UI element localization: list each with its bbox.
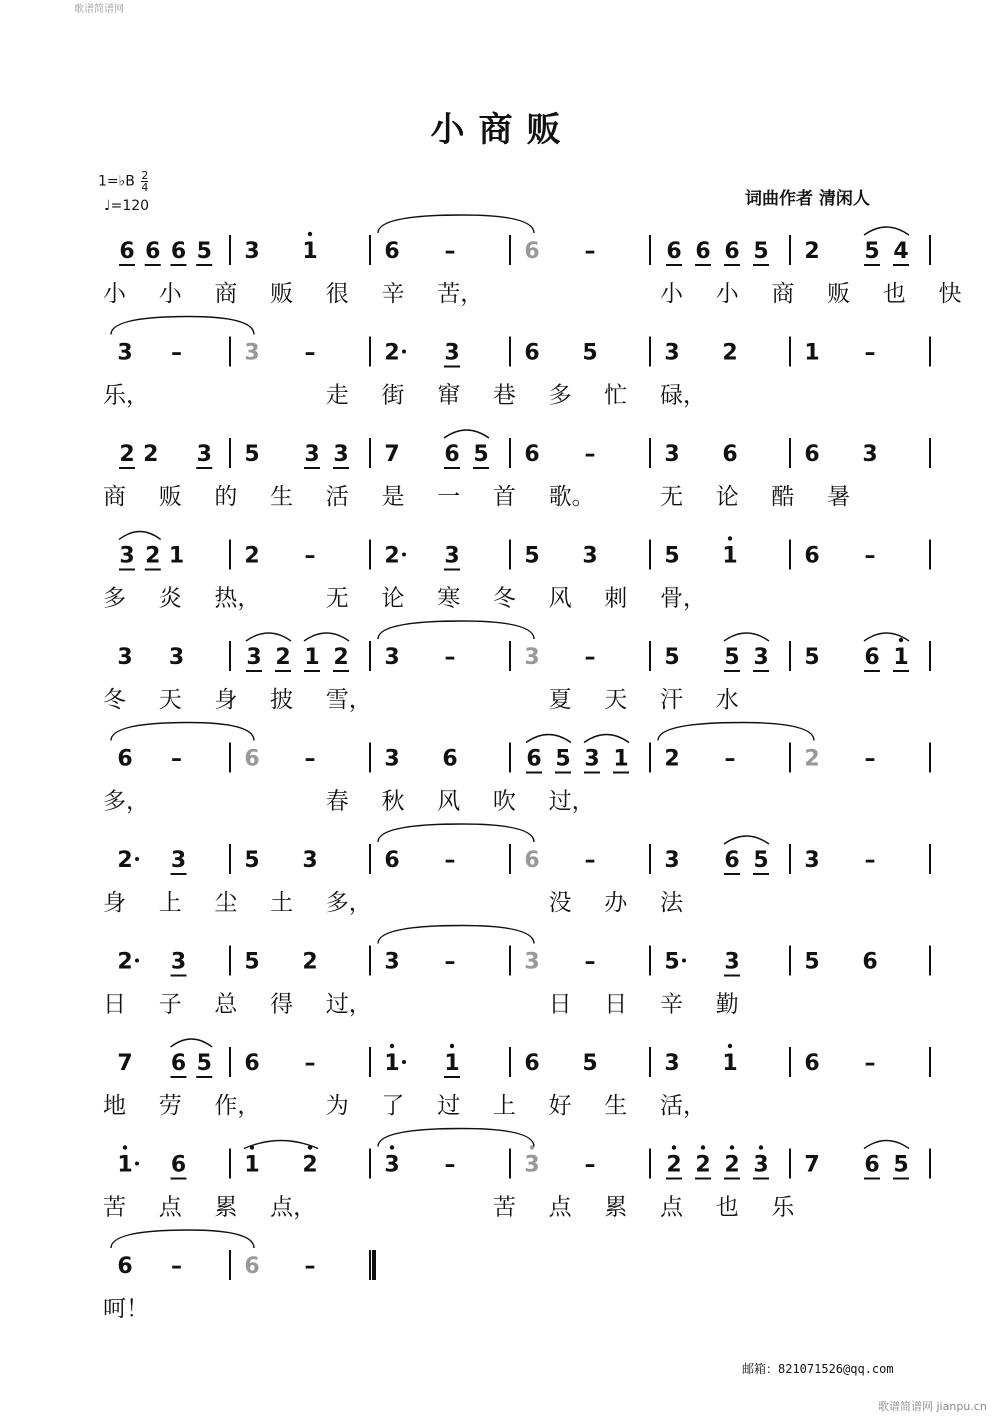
note-digit: – (724, 746, 736, 772)
note-digit: 1 (893, 645, 909, 670)
lyric-char: 首 (492, 484, 516, 510)
lyric-char: 多 (548, 382, 572, 409)
note-digit: 6 (524, 239, 540, 264)
lyric-char: 贩 (827, 281, 851, 307)
lyric-char: 过 (437, 1093, 461, 1119)
high-octave-dot (672, 1145, 676, 1149)
note-digit: – (864, 746, 876, 772)
note-digit: 5 (753, 848, 769, 873)
note-digit: 6 (864, 645, 880, 670)
note-digit: 3 (862, 442, 878, 467)
lyric-char: 骨， (660, 585, 706, 612)
note-digit: 6 (526, 746, 542, 772)
lyric-char: 劳 (158, 1093, 182, 1119)
lyric-char: 歌。 (548, 484, 595, 510)
note-digit: 6 (244, 1051, 260, 1076)
note-digit: 2 (724, 1152, 740, 1178)
note-digit: 6 (444, 442, 460, 467)
lyric-char: 作， (214, 1093, 261, 1119)
lyric-char: 无 (660, 484, 683, 510)
note-digit: 2 (145, 543, 161, 569)
note-digit: 5 (196, 239, 212, 264)
quarter-note-icon: ♩ (104, 198, 111, 214)
note-digit: 5 (664, 645, 680, 670)
note-digit: – (304, 340, 316, 366)
note-digit: 6 (244, 1254, 260, 1279)
note-digit: 3 (246, 645, 262, 670)
lyric-char: 一 (437, 484, 461, 510)
note-digit: 3 (384, 746, 400, 772)
lyric-char: 披 (270, 687, 294, 713)
note-digit: – (304, 746, 316, 772)
note-digit: 5 (555, 746, 571, 772)
note-digit: – (584, 949, 596, 975)
lyric-char: 辛 (660, 991, 683, 1018)
lyric-char: 辛 (381, 281, 405, 307)
key-signature: 1=♭B (98, 173, 135, 190)
lyric-char: 吹 (492, 788, 516, 815)
note-digit: 2 (275, 645, 291, 670)
note-digit: 2 (722, 340, 738, 366)
lyric-char: 很 (325, 281, 349, 307)
slur-arc (864, 1141, 909, 1149)
note-digit: 6 (695, 239, 711, 264)
note-digit: 6 (864, 1152, 880, 1178)
note-digit: 2 (384, 340, 400, 366)
note-digit: 5 (753, 239, 769, 264)
slur-arc (724, 633, 769, 641)
lyric-char: 过， (325, 991, 372, 1018)
note-digit: 1 (384, 1051, 400, 1076)
note-digit: – (864, 848, 876, 873)
lyric-char: 商 (214, 281, 238, 307)
note-digit: 3 (444, 340, 460, 366)
lyric-char: 土 (270, 890, 294, 916)
top-mark: 歌谱简谱网 (74, 4, 124, 15)
lyric-char: 刺 (604, 585, 628, 612)
note-digit: 5 (244, 442, 260, 467)
augmentation-dot (402, 553, 406, 557)
lyric-char: 上 (492, 1093, 516, 1119)
note-digit: 3 (119, 543, 135, 569)
note-digit: – (304, 1051, 316, 1076)
lyric-char: 活， (660, 1093, 706, 1119)
tie-arc (111, 1230, 254, 1248)
note-digit: 1 (117, 1152, 133, 1178)
note-digit: 6 (524, 442, 540, 467)
lyric-char: 总 (214, 991, 238, 1018)
lyric-char: 碌， (660, 382, 706, 409)
note-digit: 3 (384, 1152, 400, 1178)
note-digit: – (584, 1152, 596, 1178)
lyric-char: 秋 (381, 788, 405, 815)
note-digit: 4 (893, 239, 909, 264)
lyric-char: 风 (437, 788, 461, 815)
slur-arc (526, 735, 571, 743)
lyric-char: 苦 (103, 1194, 126, 1221)
tie-arc (378, 1129, 534, 1147)
lyric-char: 了 (381, 1093, 405, 1119)
high-octave-dot (728, 536, 732, 540)
note-digit: 1 (168, 543, 185, 569)
high-octave-dot (728, 1044, 732, 1048)
note-digit: 3 (664, 848, 680, 873)
lyric-char: 生 (270, 484, 294, 510)
author-credit: 词曲作者 清闲人 (745, 189, 870, 209)
note-digit: 6 (170, 1152, 187, 1178)
note-digit: 3 (804, 848, 820, 873)
note-digit: 6 (804, 543, 820, 569)
lyric-char: 冬 (492, 585, 516, 612)
slur-arc (171, 1039, 213, 1047)
augmentation-dot (682, 959, 686, 963)
lyric-char: 无 (325, 585, 349, 612)
note-digit: 3 (384, 645, 400, 670)
lyric-char: 汗 (660, 687, 683, 713)
lyric-char: 商 (771, 281, 795, 307)
lyric-char: 得 (270, 991, 294, 1018)
note-digit: 6 (145, 239, 161, 264)
tie-arc (378, 824, 534, 842)
lyric-char: 是 (381, 484, 405, 510)
note-digit: 6 (117, 1254, 133, 1279)
time-signature-top: 2 (141, 169, 149, 182)
augmentation-dot (135, 959, 139, 963)
tie-arc (111, 317, 254, 335)
note-digit: 5 (664, 543, 680, 569)
lyric-char: 乐 (771, 1194, 795, 1221)
note-digit: 5 (244, 949, 260, 975)
note-digit: 2 (117, 848, 133, 873)
lyric-char: 为 (325, 1093, 349, 1119)
note-digit: 6 (724, 239, 740, 264)
lyric-char: 巷 (492, 382, 516, 409)
note-digit: 5 (582, 1051, 598, 1076)
note-digit: 6 (722, 442, 738, 467)
note-digit: 2 (143, 442, 159, 467)
lyric-char: 走 (325, 382, 349, 409)
note-digit: 5 (893, 1152, 909, 1178)
lyric-char: 点 (158, 1194, 182, 1221)
watermark: 歌谱简谱网 jianpu.cn (878, 1400, 987, 1413)
lyric-char: 日 (103, 991, 126, 1018)
note-digit: 3 (384, 949, 400, 975)
high-octave-dot (450, 1044, 454, 1048)
lyric-char: 的 (214, 484, 238, 510)
note-digit: 6 (524, 1051, 540, 1076)
lyric-char: 没 (548, 890, 572, 916)
note-digit: 3 (244, 239, 260, 264)
augmentation-dot (402, 1060, 406, 1064)
note-digit: 5 (724, 645, 740, 670)
lyric-char: 多， (325, 890, 372, 916)
note-digit: 5 (664, 949, 680, 975)
slur-arc (119, 532, 161, 540)
lyric-char: 小 (660, 281, 683, 307)
note-digit: 7 (384, 442, 400, 467)
slur-arc (724, 836, 769, 844)
note-digit: 3 (170, 949, 187, 975)
note-digit: 1 (304, 645, 320, 670)
lyric-char: 苦 (492, 1194, 516, 1221)
note-digit: 6 (384, 848, 400, 873)
lyric-char: 生 (604, 1093, 628, 1119)
note-digit: 6 (524, 340, 540, 366)
lyric-char: 论 (715, 484, 739, 510)
lyric-char: 多， (103, 788, 149, 815)
lyric-char: 点 (548, 1194, 572, 1221)
note-digit: – (444, 848, 456, 873)
note-digit: – (584, 645, 596, 670)
note-digit: 3 (664, 1051, 680, 1076)
slur-arc (444, 430, 489, 438)
note-digit: 2 (117, 949, 133, 975)
note-digit: 3 (244, 340, 260, 366)
note-digit: 3 (664, 442, 680, 467)
note-digit: 3 (524, 949, 540, 975)
note-digit: 2 (302, 1152, 318, 1178)
note-digit: 3 (753, 1152, 769, 1178)
high-octave-dot (390, 1044, 394, 1048)
note-digit: 3 (584, 746, 600, 772)
slur-arc (246, 633, 291, 641)
note-digit: – (864, 340, 876, 366)
lyric-char: 累 (214, 1194, 238, 1221)
slur-arc (864, 227, 909, 235)
lyric-char: 酷 (771, 484, 795, 510)
note-digit: 1 (722, 1051, 738, 1076)
lyric-char: 冬 (103, 687, 126, 713)
page-title: 小商贩 (430, 110, 575, 150)
high-octave-dot (123, 1145, 127, 1149)
slur-arc (584, 735, 629, 743)
note-digit: 6 (724, 848, 740, 873)
note-digit: 2 (333, 645, 349, 670)
high-octave-dot (759, 1145, 763, 1149)
augmentation-dot (135, 1162, 139, 1166)
note-digit: 5 (582, 340, 598, 366)
note-digit: – (444, 239, 456, 264)
note-digit: 3 (304, 442, 320, 467)
slur-arc (304, 633, 349, 641)
note-digit: 3 (582, 543, 598, 569)
note-digit: 6 (862, 949, 878, 975)
lyric-char: 好 (548, 1093, 572, 1119)
note-digit: 2 (244, 543, 260, 569)
lyric-char: 呵！ (103, 1296, 149, 1322)
tie-arc (378, 621, 534, 639)
lyric-char: 春 (325, 788, 349, 815)
note-digit: 5 (473, 442, 489, 467)
lyric-char: 夏 (548, 687, 572, 713)
note-digit: – (304, 1254, 316, 1279)
lyric-char: 快 (938, 281, 962, 307)
lyric-char: 活 (325, 484, 349, 510)
note-digit: 1 (722, 543, 738, 569)
lyric-char: 风 (548, 585, 572, 612)
note-digit: 1 (444, 1051, 460, 1076)
note-digit: 5 (804, 645, 820, 670)
high-octave-dot (308, 232, 312, 236)
high-octave-dot (390, 1145, 394, 1149)
note-digit: 1 (804, 340, 820, 366)
note-digit: – (304, 543, 316, 569)
note-digit: 3 (196, 442, 212, 467)
lyric-char: 贩 (158, 484, 182, 510)
lyric-char: 暑 (827, 484, 851, 510)
note-digit: 1 (613, 746, 629, 772)
note-digit: – (171, 746, 182, 772)
tie-arc (658, 723, 814, 741)
note-digit: – (864, 543, 876, 569)
note-digit: – (864, 1051, 876, 1076)
lyric-char: 点， (270, 1194, 317, 1221)
note-digit: 6 (524, 848, 540, 873)
lyric-char: 尘 (214, 890, 238, 916)
note-digit: – (171, 1254, 182, 1279)
lyric-char: 小 (158, 281, 182, 307)
lyric-char: 炎 (158, 585, 182, 612)
lyric-char: 天 (158, 687, 182, 713)
note-digit: 3 (524, 1152, 540, 1178)
lyric-char: 也 (715, 1194, 739, 1221)
note-digit: 6 (442, 746, 458, 772)
lyric-char: 过， (548, 788, 595, 815)
note-digit: – (584, 442, 596, 467)
augmentation-dot (135, 857, 139, 861)
note-digit: 5 (244, 848, 260, 873)
slur-arc (244, 1141, 318, 1149)
note-digit: 2 (695, 1152, 711, 1178)
lyric-char: 地 (103, 1093, 126, 1119)
note-digit: 2 (664, 746, 680, 772)
note-digit: 3 (117, 340, 133, 366)
lyric-char: 点 (660, 1194, 683, 1221)
lyric-char: 勤 (715, 991, 739, 1018)
note-digit: 1 (244, 1152, 260, 1178)
note-digit: – (444, 949, 456, 975)
lyric-char: 街 (381, 382, 405, 409)
note-digit: 2 (804, 239, 820, 264)
high-octave-dot (701, 1145, 705, 1149)
lyric-char: 子 (158, 991, 182, 1018)
lyric-char: 日 (548, 991, 572, 1018)
lyric-char: 日 (604, 991, 628, 1018)
lyric-char: 论 (381, 585, 405, 612)
tempo-value: =120 (110, 198, 150, 214)
lyric-char: 忙 (604, 382, 628, 409)
lyric-char: 贩 (270, 281, 294, 307)
note-digit: 3 (664, 340, 680, 366)
note-digit: 3 (524, 645, 540, 670)
note-digit: 6 (804, 1051, 820, 1076)
note-digit: 2 (384, 543, 400, 569)
note-digit: 3 (724, 949, 740, 975)
lyric-char: 水 (715, 687, 739, 713)
note-digit: 3 (170, 848, 187, 873)
note-digit: 6 (170, 239, 187, 264)
high-octave-dot (730, 1145, 734, 1149)
lyric-char: 身 (103, 890, 126, 916)
lyric-char: 小 (103, 281, 126, 307)
lyric-char: 乐， (103, 382, 149, 409)
note-digit: 2 (804, 746, 820, 772)
contact-email: 邮箱：821071526@qq.com (742, 1362, 894, 1376)
note-digit: – (584, 239, 596, 264)
note-digit: 5 (804, 949, 820, 975)
note-digit: – (171, 340, 182, 366)
lyric-char: 办 (604, 890, 628, 916)
note-digit: 3 (302, 848, 318, 873)
note-digit: 2 (302, 949, 318, 975)
lyric-char: 上 (158, 890, 182, 916)
tie-arc (378, 926, 534, 944)
lyric-char: 窜 (437, 382, 461, 409)
lyric-char: 也 (882, 281, 906, 307)
note-digit: 6 (666, 239, 682, 264)
note-digit: 6 (119, 239, 135, 264)
lyric-char: 苦， (437, 281, 484, 307)
lyric-char: 累 (604, 1194, 628, 1221)
lyric-char: 商 (103, 484, 126, 510)
lyric-char: 雪， (325, 687, 372, 713)
note-digit: 2 (666, 1152, 682, 1178)
note-digit: – (444, 1152, 456, 1178)
note-digit: 7 (804, 1152, 820, 1178)
time-signature-bottom: 4 (141, 181, 149, 194)
lyric-char: 寒 (437, 585, 461, 612)
high-octave-dot (899, 638, 903, 642)
note-digit: 6 (244, 746, 260, 772)
lyric-char: 天 (604, 687, 628, 713)
note-digit: 1 (302, 239, 318, 264)
note-digit: – (444, 645, 456, 670)
note-digit: 6 (170, 1051, 187, 1076)
note-digit: 3 (444, 543, 460, 569)
note-digit: – (584, 848, 596, 873)
note-digit: 5 (864, 239, 880, 264)
tie-arc (111, 723, 254, 741)
note-digit: 7 (117, 1051, 133, 1076)
note-digit: 6 (117, 746, 133, 772)
note-digit: 2 (119, 442, 135, 467)
tie-arc (378, 215, 534, 233)
lyric-char: 法 (660, 890, 683, 916)
lyric-char: 多 (103, 585, 126, 612)
note-digit: 3 (753, 645, 769, 670)
lyric-char: 小 (715, 281, 739, 307)
note-digit: 6 (804, 442, 820, 467)
note-digit: 3 (168, 645, 185, 670)
augmentation-dot (402, 350, 406, 354)
lyric-char: 身 (214, 687, 238, 713)
note-digit: 5 (524, 543, 540, 569)
lyric-char: 热， (214, 585, 261, 612)
note-digit: 5 (196, 1051, 212, 1076)
note-digit: 6 (384, 239, 400, 264)
note-digit: 3 (117, 645, 133, 670)
note-digit: 3 (333, 442, 349, 467)
